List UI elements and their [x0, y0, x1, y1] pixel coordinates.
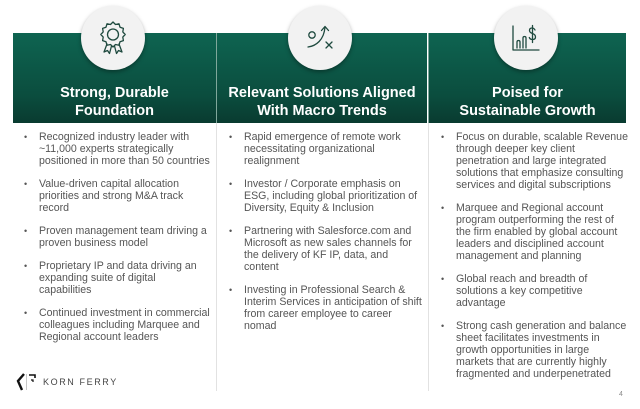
bullet-list-growth [437, 131, 629, 391]
award-ribbon-icon-badge [81, 6, 145, 70]
korn-ferry-logo-mark-icon [16, 373, 38, 391]
list-item: • Focus on durable, scalable Revenue through deeper key client penetration and large integrated solutions that emphasize consulting services and digital subscriptions [437, 131, 629, 191]
column-divider [216, 123, 217, 391]
bullet-list-foundation [20, 131, 210, 354]
column-title-line: Sustainable Growth [459, 103, 596, 119]
column-title-line: Strong, Durable [60, 85, 169, 101]
list-item: • Global reach and breadth of solutions a key competitive advantage [437, 273, 629, 309]
korn-ferry-wordmark: KORN FERRY [43, 377, 118, 387]
growth-chart-dollar-icon-badge [494, 6, 558, 70]
korn-ferry-logo [16, 373, 118, 391]
growth-chart-dollar-icon [506, 18, 546, 58]
list-item: • Recognized industry leader with ~11,000 experts strategically positioned in more than 50 countries [20, 131, 210, 167]
page-number: 4 [619, 391, 623, 398]
column-title [217, 84, 427, 120]
award-ribbon-icon [93, 18, 133, 58]
column-title-line: Foundation [75, 103, 154, 119]
strategy-play-icon-badge [288, 6, 352, 70]
strategy-play-icon [300, 18, 340, 58]
list-item: • Rapid emergence of remote work necessitating organizational realignment [225, 131, 425, 167]
list-item: • Strong cash generation and balance sheet facilitates investments in growth opportunities in large markets that are currently highly fragmented and underpenetrated [437, 320, 629, 380]
list-item: • Investor / Corporate emphasis on ESG, including global prioritization of Diversity, Equity & Inclusion [225, 178, 425, 214]
column-title-line: With Macro Trends [257, 103, 387, 119]
list-item: • Investing in Professional Search & Interim Services in anticipation of shift from career employee to career nomad [225, 284, 425, 332]
column-title [429, 84, 626, 120]
column-title-line: Poised for [492, 85, 563, 101]
column-title-line: Relevant Solutions Aligned [228, 85, 416, 101]
list-item: • Value-driven capital allocation priorities and strong M&A track record [20, 178, 210, 214]
list-item: • Partnering with Salesforce.com and Microsoft as new sales channels for the delivery of KF IP, data, and content [225, 225, 425, 273]
list-item: • Marquee and Regional account program outperforming the rest of the firm enabled by global account leaders and disciplined account management and planning [437, 202, 629, 262]
list-item: • Continued investment in commercial colleagues including Marquee and Regional account leaders [20, 307, 210, 343]
list-item: • Proven management team driving a proven business model [20, 225, 210, 249]
column-divider [428, 123, 429, 391]
column-title [13, 84, 216, 120]
list-item: • Proprietary IP and data driving an expanding suite of digital capabilities [20, 260, 210, 296]
bullet-list-solutions [225, 131, 425, 343]
